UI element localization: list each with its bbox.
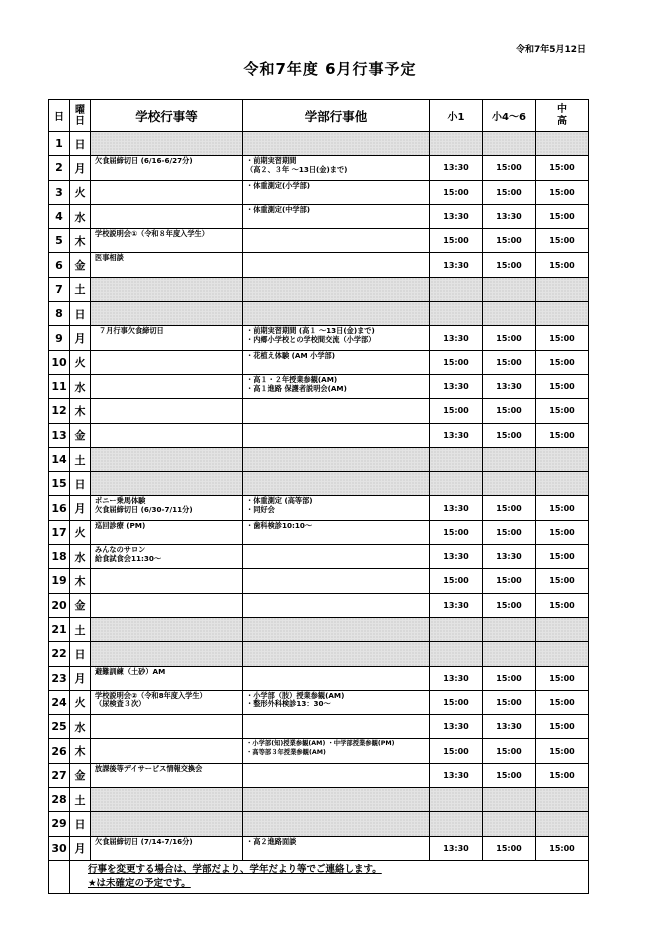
- school-event: [91, 350, 243, 374]
- department-event: ・前期実習期間 (高１ ～13日(金)まで) ・内郷小学校との学校間交流（小学部）: [243, 326, 430, 350]
- weekday: 日: [70, 302, 91, 326]
- table-row: [49, 642, 589, 666]
- header-row: [49, 100, 589, 132]
- department-event: [243, 132, 430, 156]
- school-event: [91, 447, 243, 471]
- time-grade1: [430, 447, 483, 471]
- header-school-events: 学校行事等: [91, 100, 243, 132]
- school-event: [91, 788, 243, 812]
- time-grade4-6: 15:00: [483, 253, 536, 277]
- table-row: [49, 277, 589, 301]
- table-row: [49, 229, 589, 253]
- day-number: 2: [49, 156, 70, 180]
- time-junior-senior: 15:00: [536, 204, 589, 228]
- weekday: 水: [70, 204, 91, 228]
- day-number: 9: [49, 326, 70, 350]
- weekday: 月: [70, 326, 91, 350]
- time-grade4-6: 15:00: [483, 399, 536, 423]
- time-grade1: [430, 617, 483, 641]
- time-junior-senior: [536, 812, 589, 836]
- department-event: [243, 545, 430, 569]
- table-row: [49, 156, 589, 180]
- time-grade1: 13:30: [430, 156, 483, 180]
- day-number: 15: [49, 472, 70, 496]
- day-number: 5: [49, 229, 70, 253]
- school-event: [91, 739, 243, 763]
- weekday: 水: [70, 545, 91, 569]
- time-grade4-6: [483, 812, 536, 836]
- time-grade4-6: 13:30: [483, 204, 536, 228]
- weekday: 日: [70, 812, 91, 836]
- time-grade1: [430, 642, 483, 666]
- header-weekday: 曜 日: [70, 100, 91, 132]
- header-junior-senior: 中 高: [536, 100, 589, 132]
- department-event: [243, 812, 430, 836]
- department-event: [243, 715, 430, 739]
- time-grade1: 13:30: [430, 326, 483, 350]
- time-grade4-6: 13:30: [483, 545, 536, 569]
- time-grade4-6: 15:00: [483, 569, 536, 593]
- department-event: ・高１・２年授業参観(AM) ・高１進路 保護者説明会(AM): [243, 374, 430, 398]
- time-grade1: 15:00: [430, 739, 483, 763]
- day-number: 1: [49, 132, 70, 156]
- time-grade4-6: 15:00: [483, 520, 536, 544]
- weekday: 月: [70, 666, 91, 690]
- school-event: [91, 302, 243, 326]
- day-number: 7: [49, 277, 70, 301]
- time-junior-senior: 15:00: [536, 229, 589, 253]
- header-department-events: 学部行事他: [243, 100, 430, 132]
- table-row: [49, 763, 589, 787]
- table-row: [49, 374, 589, 398]
- school-event: 避難訓練（土砂）AM: [91, 666, 243, 690]
- department-event: [243, 399, 430, 423]
- school-event: [91, 180, 243, 204]
- day-number: 6: [49, 253, 70, 277]
- time-grade1: [430, 472, 483, 496]
- school-event: [91, 642, 243, 666]
- department-event: ・花植え体験 (AM 小学部): [243, 350, 430, 374]
- department-event: ・体重測定(小学部): [243, 180, 430, 204]
- time-grade1: 13:30: [430, 496, 483, 520]
- weekday: 金: [70, 593, 91, 617]
- weekday: 土: [70, 788, 91, 812]
- department-event: [243, 229, 430, 253]
- time-junior-senior: 15:00: [536, 180, 589, 204]
- department-event: [243, 642, 430, 666]
- day-number: 19: [49, 569, 70, 593]
- day-number: 26: [49, 739, 70, 763]
- school-event: [91, 132, 243, 156]
- time-grade4-6: 13:30: [483, 715, 536, 739]
- department-event: ・小学部(知)授業参観(AM) ・中学部授業参観(PM) ・高等部３年授業参観(AM): [243, 739, 430, 763]
- day-number: 17: [49, 520, 70, 544]
- time-junior-senior: [536, 617, 589, 641]
- time-grade4-6: 15:00: [483, 326, 536, 350]
- department-event: [243, 277, 430, 301]
- time-grade1: 15:00: [430, 399, 483, 423]
- day-number: 3: [49, 180, 70, 204]
- weekday: 水: [70, 374, 91, 398]
- time-grade1: 15:00: [430, 180, 483, 204]
- weekday: 金: [70, 253, 91, 277]
- school-event: [91, 399, 243, 423]
- time-grade1: 15:00: [430, 520, 483, 544]
- time-grade4-6: 15:00: [483, 836, 536, 860]
- time-grade4-6: [483, 277, 536, 301]
- department-event: ・高２進路面談: [243, 836, 430, 860]
- day-number: 23: [49, 666, 70, 690]
- time-junior-senior: 15:00: [536, 690, 589, 714]
- time-junior-senior: [536, 642, 589, 666]
- time-junior-senior: 15:00: [536, 399, 589, 423]
- school-event: 医事相談: [91, 253, 243, 277]
- time-grade4-6: 15:00: [483, 229, 536, 253]
- table-row: [49, 180, 589, 204]
- school-event: [91, 204, 243, 228]
- footer-row: [49, 860, 589, 893]
- weekday: 火: [70, 180, 91, 204]
- time-grade1: [430, 302, 483, 326]
- time-grade4-6: [483, 132, 536, 156]
- table-row: [49, 545, 589, 569]
- time-junior-senior: 15:00: [536, 593, 589, 617]
- department-event: [243, 569, 430, 593]
- school-event: 巡回診療 (PM): [91, 520, 243, 544]
- time-grade1: 13:30: [430, 836, 483, 860]
- day-number: 16: [49, 496, 70, 520]
- weekday: 土: [70, 617, 91, 641]
- weekday: 日: [70, 642, 91, 666]
- schedule-rows: [49, 132, 589, 861]
- school-event: [91, 374, 243, 398]
- school-event: 学校説明会②（令和8年度入学生） （尿検査３次）: [91, 690, 243, 714]
- weekday: 金: [70, 763, 91, 787]
- issue-date: 令和7年5月12日: [515, 45, 586, 55]
- table-row: [49, 788, 589, 812]
- table-row: [49, 447, 589, 471]
- time-junior-senior: 15:00: [536, 715, 589, 739]
- department-event: ・前期実習期間 （高２、３年 ～13日(金)まで): [243, 156, 430, 180]
- table-row: [49, 423, 589, 447]
- day-number: 21: [49, 617, 70, 641]
- time-junior-senior: 15:00: [536, 666, 589, 690]
- weekday: 月: [70, 156, 91, 180]
- time-grade1: 13:30: [430, 204, 483, 228]
- table-row: [49, 132, 589, 156]
- header-day: 日: [49, 100, 70, 132]
- school-event: [91, 617, 243, 641]
- time-grade1: 15:00: [430, 690, 483, 714]
- table-row: [49, 496, 589, 520]
- time-grade4-6: [483, 472, 536, 496]
- weekday: 水: [70, 715, 91, 739]
- day-number: 20: [49, 593, 70, 617]
- department-event: [243, 788, 430, 812]
- time-grade1: [430, 132, 483, 156]
- time-grade1: [430, 277, 483, 301]
- table-row: [49, 472, 589, 496]
- weekday: 木: [70, 739, 91, 763]
- time-junior-senior: 15:00: [536, 253, 589, 277]
- time-grade4-6: 15:00: [483, 423, 536, 447]
- footer-note-star: ★は未確定の予定です。: [88, 877, 191, 889]
- day-number: 27: [49, 763, 70, 787]
- time-junior-senior: 15:00: [536, 545, 589, 569]
- page-title: 令和7年度 6月行事予定: [243, 60, 417, 78]
- table-row: [49, 204, 589, 228]
- table-row: [49, 569, 589, 593]
- weekday: 月: [70, 836, 91, 860]
- school-event: [91, 277, 243, 301]
- department-event: ・体重測定(中学部): [243, 204, 430, 228]
- day-number: 11: [49, 374, 70, 398]
- time-junior-senior: [536, 302, 589, 326]
- school-event: [91, 472, 243, 496]
- department-event: [243, 763, 430, 787]
- weekday: 日: [70, 132, 91, 156]
- day-number: 18: [49, 545, 70, 569]
- time-junior-senior: 15:00: [536, 156, 589, 180]
- department-event: [243, 593, 430, 617]
- time-junior-senior: 15:00: [536, 496, 589, 520]
- footer-blank: [49, 860, 70, 893]
- time-grade4-6: 13:30: [483, 374, 536, 398]
- time-junior-senior: 15:00: [536, 763, 589, 787]
- department-event: [243, 423, 430, 447]
- table-row: [49, 617, 589, 641]
- time-junior-senior: [536, 788, 589, 812]
- time-junior-senior: 15:00: [536, 423, 589, 447]
- time-grade1: 15:00: [430, 350, 483, 374]
- time-grade1: 13:30: [430, 593, 483, 617]
- time-grade4-6: 15:00: [483, 763, 536, 787]
- time-grade4-6: 15:00: [483, 350, 536, 374]
- time-grade4-6: 15:00: [483, 739, 536, 763]
- day-number: 29: [49, 812, 70, 836]
- school-event: [91, 593, 243, 617]
- table-row: [49, 399, 589, 423]
- table-row: [49, 739, 589, 763]
- time-grade4-6: [483, 447, 536, 471]
- weekday: 木: [70, 399, 91, 423]
- time-junior-senior: [536, 472, 589, 496]
- time-junior-senior: 15:00: [536, 739, 589, 763]
- table-row: [49, 326, 589, 350]
- department-event: [243, 447, 430, 471]
- time-junior-senior: 15:00: [536, 350, 589, 374]
- department-event: [243, 617, 430, 641]
- footer-note-change: 行事を変更する場合は、学部だより、学年だより等でご連絡します。: [88, 863, 382, 875]
- department-event: ・歯科検診10:10～: [243, 520, 430, 544]
- footer-notes: [70, 860, 589, 893]
- day-number: 30: [49, 836, 70, 860]
- table-row: [49, 302, 589, 326]
- time-grade1: [430, 788, 483, 812]
- department-event: ・小学部（肢）授業参観(AM) ・整形外科検診13：30～: [243, 690, 430, 714]
- time-grade1: 13:30: [430, 545, 483, 569]
- time-junior-senior: 15:00: [536, 326, 589, 350]
- school-event: 放課後等デイサービス情報交換会: [91, 763, 243, 787]
- table-row: [49, 350, 589, 374]
- day-number: 8: [49, 302, 70, 326]
- weekday: 火: [70, 520, 91, 544]
- table-row: [49, 253, 589, 277]
- school-event: [91, 569, 243, 593]
- weekday: 木: [70, 569, 91, 593]
- time-grade4-6: 15:00: [483, 593, 536, 617]
- time-junior-senior: [536, 447, 589, 471]
- day-number: 22: [49, 642, 70, 666]
- day-number: 25: [49, 715, 70, 739]
- weekday: 金: [70, 423, 91, 447]
- time-junior-senior: 15:00: [536, 836, 589, 860]
- time-grade1: 13:30: [430, 253, 483, 277]
- time-grade4-6: 15:00: [483, 496, 536, 520]
- time-grade4-6: 15:00: [483, 666, 536, 690]
- weekday: 月: [70, 496, 91, 520]
- table-row: [49, 715, 589, 739]
- department-event: [243, 666, 430, 690]
- time-junior-senior: 15:00: [536, 374, 589, 398]
- school-event: ポニー乗馬体験 欠食届締切日 (6/30-7/11分): [91, 496, 243, 520]
- table-row: [49, 520, 589, 544]
- school-event: 学校説明会①（令和８年度入学生）: [91, 229, 243, 253]
- time-grade1: 13:30: [430, 666, 483, 690]
- school-event: みんなのサロン 給食試食会11:30～: [91, 545, 243, 569]
- weekday: 日: [70, 472, 91, 496]
- time-grade1: [430, 812, 483, 836]
- time-junior-senior: [536, 277, 589, 301]
- weekday: 火: [70, 350, 91, 374]
- day-number: 24: [49, 690, 70, 714]
- time-grade4-6: [483, 642, 536, 666]
- department-event: [243, 472, 430, 496]
- table-row: [49, 812, 589, 836]
- department-event: ・体重測定 (高等部) ・同好会: [243, 496, 430, 520]
- weekday: 土: [70, 447, 91, 471]
- school-event: 欠食届締切日 (6/16-6/27分): [91, 156, 243, 180]
- day-number: 13: [49, 423, 70, 447]
- time-grade4-6: 15:00: [483, 156, 536, 180]
- weekday: 木: [70, 229, 91, 253]
- time-grade1: 13:30: [430, 374, 483, 398]
- table-row: [49, 593, 589, 617]
- time-junior-senior: 15:00: [536, 520, 589, 544]
- weekday: 土: [70, 277, 91, 301]
- day-number: 12: [49, 399, 70, 423]
- time-grade4-6: 15:00: [483, 690, 536, 714]
- table-row: [49, 836, 589, 860]
- time-grade1: 15:00: [430, 569, 483, 593]
- school-event: [91, 423, 243, 447]
- day-number: 4: [49, 204, 70, 228]
- time-grade4-6: [483, 788, 536, 812]
- header-grade4-6: 小4～6: [483, 100, 536, 132]
- school-event: [91, 812, 243, 836]
- day-number: 14: [49, 447, 70, 471]
- time-grade4-6: [483, 302, 536, 326]
- school-event: 欠食届締切日 (7/14-7/16分): [91, 836, 243, 860]
- table-row: [49, 666, 589, 690]
- weekday: 火: [70, 690, 91, 714]
- school-event: [91, 715, 243, 739]
- time-junior-senior: [536, 132, 589, 156]
- time-grade1: 13:30: [430, 763, 483, 787]
- schedule-table: [48, 99, 589, 894]
- day-number: 10: [49, 350, 70, 374]
- time-grade1: 15:00: [430, 229, 483, 253]
- time-grade4-6: [483, 617, 536, 641]
- school-event: ７月行事欠食締切日: [91, 326, 243, 350]
- time-grade4-6: 15:00: [483, 180, 536, 204]
- day-number: 28: [49, 788, 70, 812]
- table-row: [49, 690, 589, 714]
- header-grade1: 小1: [430, 100, 483, 132]
- time-grade1: 13:30: [430, 715, 483, 739]
- department-event: [243, 302, 430, 326]
- department-event: [243, 253, 430, 277]
- time-grade1: 13:30: [430, 423, 483, 447]
- time-junior-senior: 15:00: [536, 569, 589, 593]
